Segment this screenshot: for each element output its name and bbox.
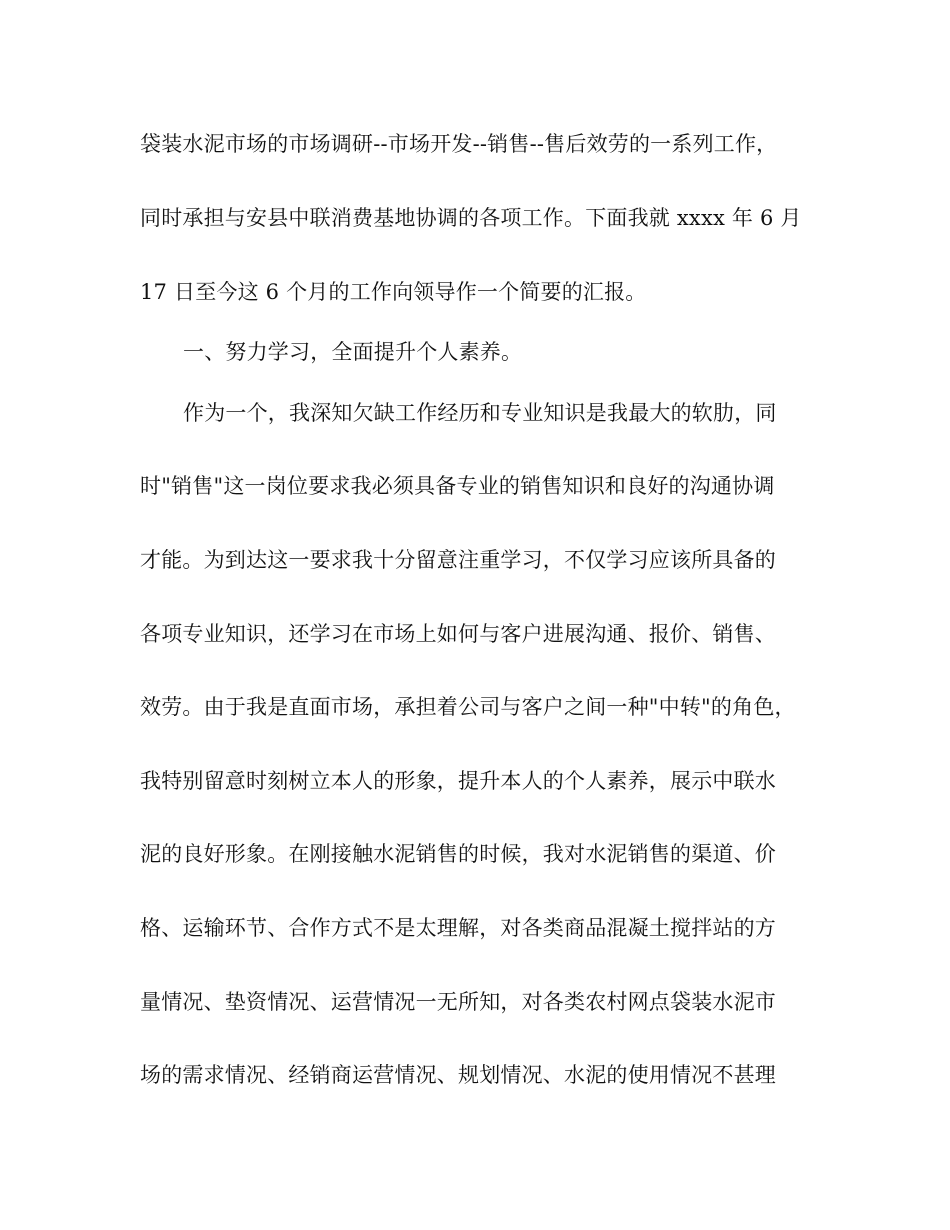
paragraph-line: 作为一个，我深知欠缺工作经历和专业知识是我最大的软肋，同 — [183, 401, 777, 425]
paragraph-line: 同时承担与安县中联消费基地协调的各项工作。下面我就 xxxx 年 6 月 — [140, 206, 802, 230]
paragraph-line: 时"销售"这一岗位要求我必须具备专业的销售知识和良好的沟通协调 — [140, 474, 775, 498]
paragraph-line: 才能。为到达这一要求我十分留意注重学习，不仅学习应该所具备的 — [140, 548, 776, 572]
paragraph-line: 效劳。由于我是直面市场，承担着公司与客户之间一种"中转"的角色， — [140, 695, 796, 719]
paragraph-line: 袋装水泥市场的市场调研--市场开发--销售--售后效劳的一系列工作， — [140, 132, 778, 156]
paragraph-line: 场的需求情况、经销商运营情况、规划情况、水泥的使用情况不甚理 — [140, 1063, 776, 1087]
paragraph-line: 泥的良好形象。在刚接触水泥销售的时候，我对水泥销售的渠道、价 — [140, 842, 776, 866]
paragraph-line: 量情况、垫资情况、运营情况一无所知，对各类农村网点袋装水泥市 — [140, 990, 776, 1014]
section-heading: 一、努力学习，全面提升个人素养。 — [183, 340, 523, 364]
paragraph-line: 格、运输环节、合作方式不是太理解，对各类商品混凝土搅拌站的方 — [140, 916, 776, 940]
paragraph-line: 17 日至今这 6 个月的工作向领导作一个简要的汇报。 — [140, 280, 647, 304]
paragraph-line: 各项专业知识，还学习在市场上如何与客户进展沟通、报价、销售、 — [140, 622, 776, 646]
paragraph-line: 我特别留意时刻树立本人的形象，提升本人的个人素养，展示中联水 — [140, 769, 776, 793]
